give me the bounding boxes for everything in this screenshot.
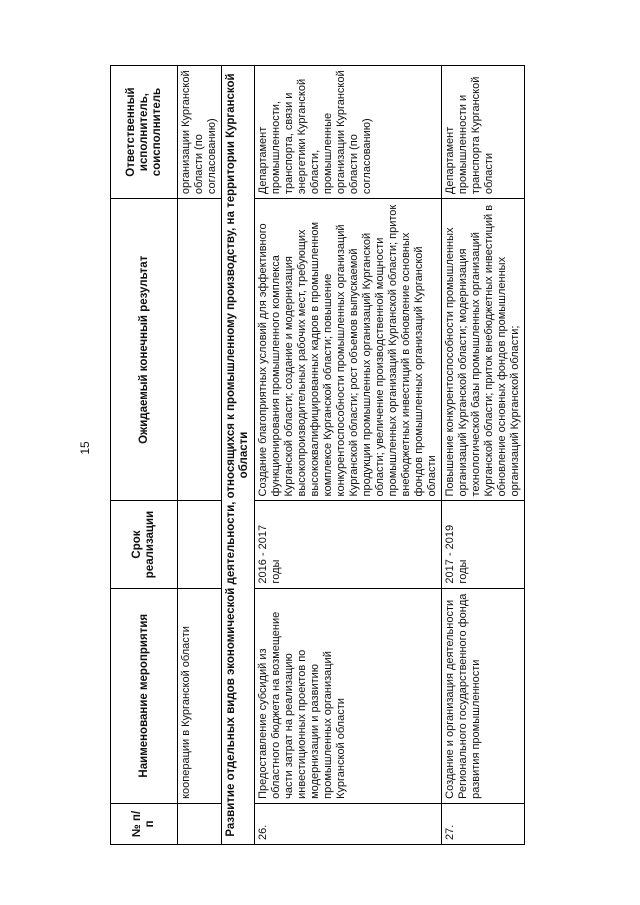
cell-num: 26. [255,803,442,844]
table-row [255,66,442,845]
header-responsible: Ответственный исполнитель, соисполнитель [111,66,178,199]
cell-term: 2016 - 2017 годы [255,501,442,588]
cell-responsible: Департамент промышленности и транспорта Курганской области [442,66,525,199]
section-title: Развитие отдельных видов экономической деятельности, относящихся к промышленному производству, на территории Курганской области [222,66,255,845]
table-row [178,66,222,845]
cell-result: Повышение конкурентоспособности промышленных организаций Курганской области; модернизация технологической базы промышленных организаций Курганской области; приток внебюджетных инвестиций в обновление основных фондов промышленных организаций Курганской области; [442,199,525,501]
cell-name: Создание и организация деятельности Регионального государственного фонда развития промышленности [442,588,525,803]
cell-term: 2017 - 2019 годы [442,501,525,588]
header-name: Наименование мероприятия [111,588,178,803]
page-number: 15 [78,441,92,455]
rotated-table-container [110,65,565,845]
section-row [222,66,255,845]
cell-term [178,501,222,588]
header-result: Ожидаемый конечный результат [111,199,178,501]
header-term: Срок реализации [111,501,178,588]
cell-num [178,803,222,844]
header-num: № п/п [111,803,178,844]
cell-num: 27. [442,803,525,844]
table-row [442,66,525,845]
measures-table [110,65,525,845]
cell-name: Предоставление субсидий из областного бюджета на возмещение части затрат на реализацию инвестиционных проектов по модернизации и развитию промышленных организаций Курганской области [255,588,442,803]
cell-result: Создание благоприятных условий для эффективного функционирования промышленного комплекса Курганской области; создание и модернизация высокопроизводительных рабочих мест, требующих высококвалифицированных кадров в промышленном комплексе Курганской области; повышение конкурентоспособности промышленных организаций Курганской области; рост объемов выпускаемой продукции промышленных организаций Курганской области; увеличение производственной мощности промышленных организаций Курганской области; приток внебюджетных инвестиций в обновление основных фондов промышленных организаций Курганской области [255,199,442,501]
table-header-row [111,66,178,845]
cell-name: кооперации в Курганской области [178,588,222,803]
cell-result [178,199,222,501]
cell-responsible: организации Курганской области (по согласованию) [178,66,222,199]
cell-responsible: Департамент промышленности, транспорта, связи и энергетики Курганской области, промышленные организации Курганской области (по согласованию) [255,66,442,199]
